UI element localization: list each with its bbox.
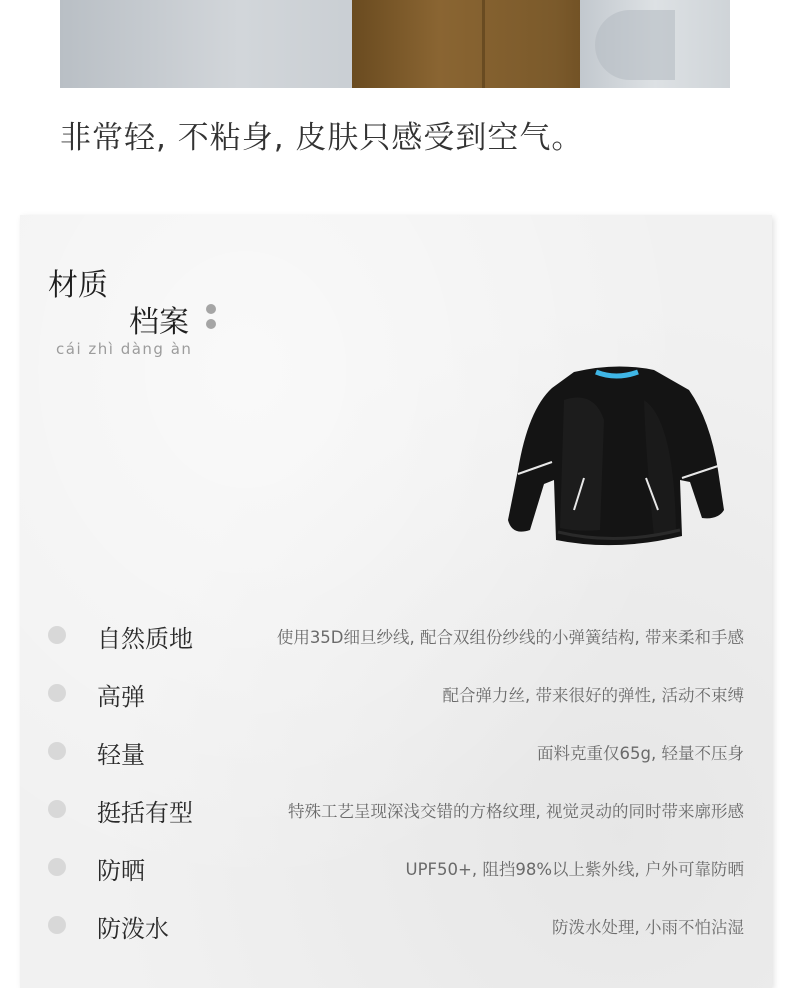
bullet-icon bbox=[48, 858, 66, 876]
feature-name: 轻量 bbox=[97, 741, 145, 769]
bullet-icon bbox=[48, 626, 66, 644]
product-photo-crop bbox=[60, 0, 730, 88]
feature-desc: 面料克重仅65g, 轻量不压身 bbox=[537, 744, 744, 763]
section-title-line2: 档案 bbox=[129, 305, 189, 340]
feature-desc: 防泼水处理, 小雨不怕沾湿 bbox=[552, 918, 744, 937]
section-title-line1: 材质 bbox=[48, 268, 108, 303]
feature-row bbox=[0, 906, 790, 946]
feature-name: 挺括有型 bbox=[97, 799, 193, 827]
bullet-icon bbox=[48, 742, 66, 760]
feature-row bbox=[0, 848, 790, 888]
colon-dots-icon bbox=[206, 304, 217, 330]
model-arm bbox=[595, 10, 675, 80]
bullet-icon bbox=[48, 916, 66, 934]
garment-image bbox=[504, 360, 730, 550]
section-pinyin: cái zhì dàng àn bbox=[56, 340, 193, 358]
feature-row bbox=[0, 674, 790, 714]
feature-desc: 配合弹力丝, 带来很好的弹性, 活动不束缚 bbox=[442, 686, 744, 705]
feature-row bbox=[0, 790, 790, 830]
feature-row bbox=[0, 616, 790, 656]
feature-row bbox=[0, 732, 790, 772]
feature-name: 高弹 bbox=[97, 683, 145, 711]
tagline: 非常轻, 不粘身, 皮肤只感受到空气。 bbox=[60, 120, 584, 156]
model-shirt-left bbox=[60, 0, 360, 88]
feature-name: 防泼水 bbox=[97, 915, 169, 943]
feature-name: 自然质地 bbox=[97, 625, 193, 653]
feature-name: 防晒 bbox=[97, 857, 145, 885]
bullet-icon bbox=[48, 800, 66, 818]
feature-desc: 特殊工艺呈现深浅交错的方格纹理, 视觉灵动的同时带来廓形感 bbox=[288, 802, 744, 821]
feature-desc: UPF50+, 阻挡98%以上紫外线, 户外可靠防晒 bbox=[405, 860, 744, 879]
feature-desc: 使用35D细旦纱线, 配合双组份纱线的小弹簧结构, 带来柔和手感 bbox=[276, 628, 744, 647]
bullet-icon bbox=[48, 684, 66, 702]
